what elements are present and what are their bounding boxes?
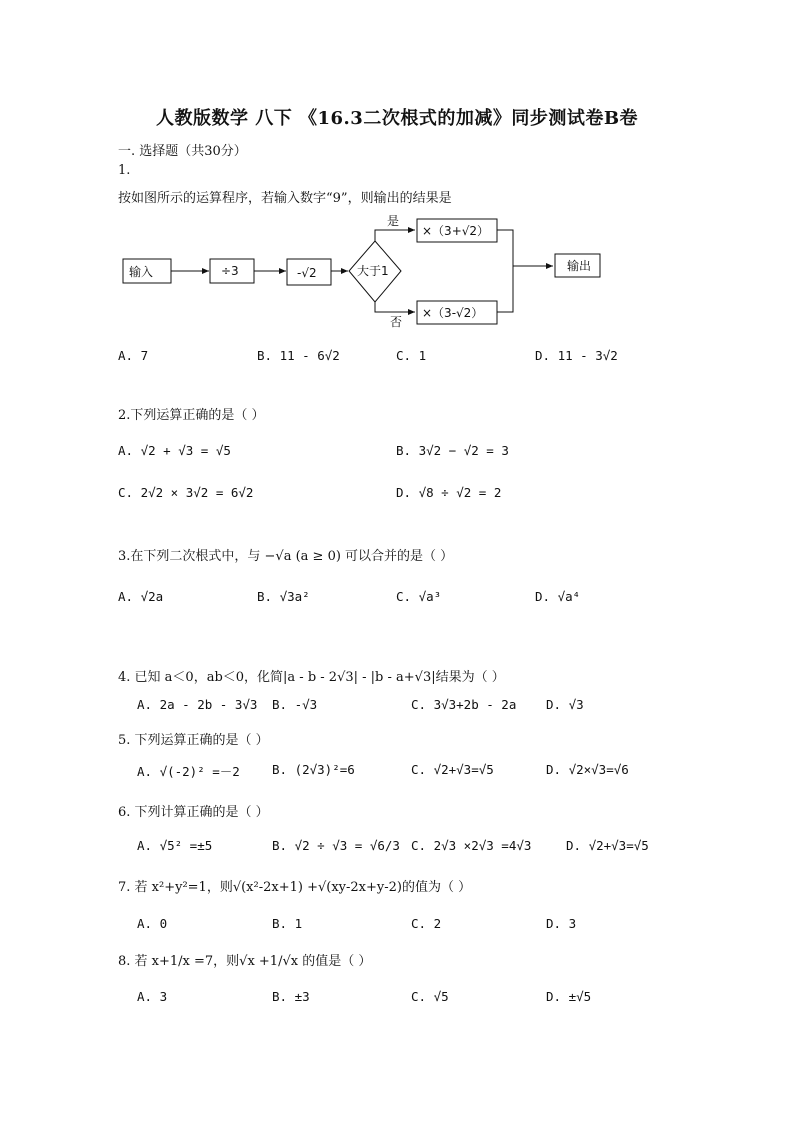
flow-multiply-yes-label: ×（3+√2）	[422, 224, 490, 238]
q4-option-d: D. √3	[546, 697, 584, 712]
q7-text: 7. 若 x²+y²=1，则√(x²-2x+1) +√(xy-2x+y-2)的值为（ ）	[118, 880, 472, 895]
page-title: 人教版数学 八下 《16.3二次根式的加减》同步测试卷B卷	[155, 108, 639, 129]
q5-text: 5. 下列运算正确的是（ ）	[118, 733, 269, 748]
q3-text: 3.在下列二次根式中，与 −√a (a ≥ 0) 可以合并的是（ ）	[118, 549, 454, 564]
q1-number: 1.	[118, 163, 131, 178]
q2-option-c: C. 2√2 × 3√2 = 6√2	[118, 485, 254, 500]
flow-divide-label: ÷3	[221, 264, 239, 278]
q2-option-a: A. √2 + √3 = √5	[118, 443, 231, 458]
q4-text: 4. 已知 a＜0，ab＜0，化简|a - b - 2√3| - |b - a+√3|结果为（ ）	[118, 670, 505, 685]
flow-yes-label: 是	[387, 214, 400, 228]
q1-option-a: A. 7	[118, 348, 149, 363]
q2-option-d: D. √8 ÷ √2 = 2	[396, 485, 502, 500]
q5-option-d: D. √2×√3=√6	[546, 762, 629, 777]
flowchart-diagram	[115, 210, 615, 335]
q3-option-c: C. √a³	[396, 589, 442, 604]
q5-option-a: A. √(-2)² =－2	[137, 764, 240, 779]
q4-option-b: B. -√3	[272, 697, 318, 712]
q7-option-b: B. 1	[272, 916, 303, 931]
q3-option-b: B. √3a²	[257, 589, 310, 604]
q7-option-d: D. 3	[546, 916, 577, 931]
q5-option-b: B. (2√3)²=6	[272, 762, 355, 777]
q6-option-b: B. √2 ÷ √3 = √6/3	[272, 838, 400, 853]
q5-option-c: C. √2+√3=√5	[411, 762, 494, 777]
q6-option-c: C. 2√3 ×2√3 =4√3	[411, 838, 532, 853]
q7-option-a: A. 0	[137, 916, 168, 931]
flow-output-label: 输出	[567, 259, 592, 273]
flow-no-label: 否	[390, 315, 403, 329]
q8-option-b: B. ±3	[272, 989, 310, 1004]
q2-option-b: B. 3√2 − √2 = 3	[396, 443, 509, 458]
q8-text: 8. 若 x+1/x =7，则√x +1/√x 的值是（ ）	[118, 954, 372, 969]
q8-option-c: C. √5	[411, 989, 449, 1004]
q8-option-d: D. ±√5	[546, 989, 592, 1004]
flow-multiply-no-label: ×（3-√2）	[422, 306, 484, 320]
q2-text: 2.下列运算正确的是（ ）	[118, 408, 265, 423]
q6-option-d: D. √2+√3=√5	[566, 838, 649, 853]
q4-option-a: A. 2a - 2b - 3√3	[137, 697, 258, 712]
flow-minus-label: -√2	[297, 266, 317, 280]
q1-text: 按如图所示的运算程序，若输入数字“9”，则输出的结果是	[118, 191, 452, 206]
q4-option-c: C. 3√3+2b - 2a	[411, 697, 517, 712]
q6-text: 6. 下列计算正确的是（ ）	[118, 805, 269, 820]
q7-option-c: C. 2	[411, 916, 442, 931]
q1-option-d: D. 11 - 3√2	[535, 348, 618, 363]
q6-option-a: A. √5² =±5	[137, 838, 213, 853]
flow-input-label: 输入	[129, 265, 154, 279]
q1-option-b: B. 11 - 6√2	[257, 348, 340, 363]
flow-decision-label: 大于1	[357, 264, 389, 278]
q3-option-a: A. √2a	[118, 589, 164, 604]
q1-option-c: C. 1	[396, 348, 427, 363]
q8-option-a: A. 3	[137, 989, 168, 1004]
q3-option-d: D. √a⁴	[535, 589, 581, 604]
section-heading: 一. 选择题（共30分）	[118, 144, 247, 159]
